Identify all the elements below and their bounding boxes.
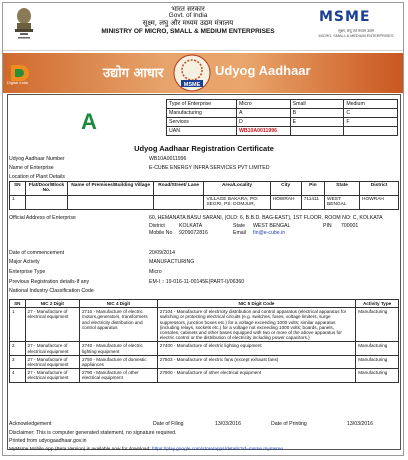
location-header-cell: Flat/Door/Block No. xyxy=(25,182,68,196)
commencement-label: Date of commencement xyxy=(9,250,65,256)
banner-hindi-title: उद्योग आधार xyxy=(103,66,164,81)
type-table-row xyxy=(167,118,398,127)
nic-cell: 27 - Manufacture of electrical equipment xyxy=(25,342,79,355)
nic-cell: 1 xyxy=(10,308,26,342)
nic-cell: Manufacturing xyxy=(356,308,399,342)
email-label: Email xyxy=(233,230,246,236)
uan-value: WB10A0011996 xyxy=(149,156,187,162)
location-cell xyxy=(153,195,204,209)
disclaimer: Disclaimer: This is computer generated statement, no signature required. xyxy=(9,430,177,436)
type-table-row xyxy=(167,109,398,118)
type-table-cell: Small xyxy=(290,100,344,109)
location-cell: 711411 xyxy=(301,195,324,209)
type-table-cell: Services xyxy=(167,118,237,127)
printing-date-value: 13/03/2016 xyxy=(347,421,373,427)
certificate-title: Udyog Aadhaar Registration Certificate xyxy=(134,144,274,153)
msme-logo: MSME xyxy=(319,9,371,25)
table-row xyxy=(10,195,399,209)
table-row xyxy=(10,342,399,355)
location-cell xyxy=(25,195,68,209)
location-header-cell: City xyxy=(270,182,301,196)
table-row xyxy=(10,308,399,342)
district-value: KOLKATA xyxy=(179,223,203,229)
type-table-cell: Micro xyxy=(237,100,291,109)
previous-registration-label: Previous Registration details-If any xyxy=(9,279,90,285)
printed-from: Printed from udyogaadhaar.gov.in xyxy=(9,438,87,444)
type-table-row xyxy=(167,100,398,109)
nic-cell: 27104 - Manufacture of electricity distribution and control apparatus (electrical apparatus for switching or protecting electrical circuits (e.g. switches, fuses, voltage limiters, surge suppressors, junction boxes etc.) for a voltage exceeding 1000 volts; similar apparatus (including relays, sockets etc.) for a voltage not exceeding 1000 volts; boards, panels, consoles, cabinets and other bases equipped with two or more of the above apparatus for electric control or the distribution of electricity including power capacitors.) xyxy=(157,308,355,342)
location-cell: HOWRAH xyxy=(270,195,301,209)
acknowledgement-label: Acknowledgement xyxy=(9,421,52,427)
uan-label: Udyog Aadhaar Number xyxy=(9,156,65,162)
nic-cell: Manufacturing xyxy=(356,342,399,355)
type-table-cell: C xyxy=(344,109,398,118)
nic-cell: 27 - Manufacture of electrical equipment xyxy=(25,369,79,382)
location-cell: VILLAGE BAKARA, PO: SEGRI, PS: DOMJUR, xyxy=(204,195,270,209)
nic-cell: 2 xyxy=(10,342,26,355)
mobile-app-note xyxy=(9,447,283,453)
enterprise-type-label: Enterprise Type xyxy=(9,269,46,275)
enterprise-type-value: Micro xyxy=(149,269,162,275)
ministry-block xyxy=(73,6,303,35)
previous-registration-value: EM-I :: 19-016-11-00145E(PART-I)/06360 xyxy=(149,279,245,285)
type-table-cell: A xyxy=(237,109,291,118)
national-emblem-icon xyxy=(11,6,37,46)
location-cell: WEST BENGAL xyxy=(325,195,360,209)
header xyxy=(3,3,404,51)
type-table-cell: B xyxy=(290,109,344,118)
msme-seal-text: MSME xyxy=(183,82,201,88)
nic-cell: 2710 - Manufacture of electric motors,generators, transformers and electricity distribution and control apparatus xyxy=(80,308,158,342)
banner-english-title: Udyog Aadhaar xyxy=(215,63,311,78)
type-table-cell xyxy=(290,127,344,136)
type-table-cell: UAN xyxy=(167,127,237,136)
location-header-cell: State xyxy=(325,182,360,196)
nic-cell: 2790 - Manufacture of other electrical equipment xyxy=(80,369,158,382)
type-table-cell xyxy=(344,127,398,136)
pin-label: PIN xyxy=(323,223,332,229)
plant-location-label: Location of Plant Details xyxy=(9,174,65,180)
major-activity-value: MANUFACTURING xyxy=(149,259,195,265)
nic-header-cell: NIC 2 Digit xyxy=(25,300,79,308)
type-table-cell: D xyxy=(237,118,291,127)
type-table-cell: Medium xyxy=(344,100,398,109)
nic-cell: 27400 - Manufacture of electric lighting equipment xyxy=(157,342,355,355)
mobile-label: Mobile No xyxy=(149,230,173,236)
type-table-cell: Manufacturing xyxy=(167,109,237,118)
plant-location-table xyxy=(9,181,399,210)
table-row xyxy=(10,355,399,368)
nic-code-table xyxy=(9,299,399,383)
nic-cell: 4 xyxy=(10,369,26,382)
nic-header-cell: SN xyxy=(10,300,26,308)
nic-cell: 27 - Manufacture of electrical equipment xyxy=(25,355,79,368)
type-table-row xyxy=(167,127,398,136)
location-cell: 1 xyxy=(10,195,26,209)
nic-cell: 2750 - Manufacture of domestic appliances xyxy=(80,355,158,368)
filing-date-label: Date of Filing xyxy=(153,421,184,427)
district-label: District xyxy=(149,223,165,229)
location-header-cell: Name of Premises/Building Village xyxy=(68,182,154,196)
enterprise-name-label: Name of Enterprise xyxy=(9,165,54,171)
location-header-cell: SN xyxy=(10,182,26,196)
govt-english: Govt. of India xyxy=(168,12,208,20)
mobile-app-text: MyMsme Mobile App (Beta Version) is available now for download: xyxy=(9,447,151,452)
state-value: WEST BENGAL xyxy=(253,223,291,229)
certificate-page xyxy=(2,2,404,456)
enterprise-category-letter: A xyxy=(81,109,97,134)
digital-india-text: Digital India xyxy=(7,80,28,85)
email-value[interactable]: fin@e-cube.in xyxy=(253,230,286,236)
ministry-hindi: सूक्ष्म, लघु और मध्यम उद्यम मंत्रालय xyxy=(142,19,234,28)
type-table-cell: F xyxy=(344,118,398,127)
type-table-cell: WB10A0011996 xyxy=(237,127,291,136)
nic-cell: 3 xyxy=(10,355,26,368)
enterprise-name-value: E-CUBE ENERGY INFRA SERVICES PVT LIMITED xyxy=(149,165,270,171)
official-address-line: 60, HEMANATA BASU SARANI, (OLD: 6, B.B.D. BAG-EAST), 1ST FLOOR, ROOM NO: C, KOLKATA xyxy=(149,215,383,221)
printing-date-label: Date of Printing xyxy=(271,421,307,427)
nic-cell: 27503 - Manufacture of electric fans (except exhaust fans) xyxy=(157,355,355,368)
msme-seal-icon xyxy=(173,54,211,92)
nic-code-label: National Industry Classification Code xyxy=(9,288,94,294)
location-header-cell: Pin xyxy=(301,182,324,196)
commencement-value: 20/09/2014 xyxy=(149,250,175,256)
enterprise-type-table xyxy=(166,99,398,136)
location-header-cell: Area/Locality xyxy=(204,182,270,196)
type-table-cell: Type of Enterprise xyxy=(167,100,237,109)
mobile-value: 9209072816 xyxy=(179,230,208,236)
nic-cell: Manufacturing xyxy=(356,369,399,382)
state-label: State xyxy=(233,223,246,229)
nic-header-cell: NIC 5 Digit Code xyxy=(157,300,355,308)
location-header-cell: District xyxy=(360,182,399,196)
filing-date-value: 13/03/2016 xyxy=(215,421,241,427)
mobile-app-link[interactable]: https://play.google.com/store/apps/details?id=msme.mymsme xyxy=(151,447,283,452)
nic-header-cell: NIC 4 Digit xyxy=(80,300,158,308)
nic-cell: 2740 - Manufacture of electric lighting equipment xyxy=(80,342,158,355)
nic-cell: Manufacturing xyxy=(356,355,399,368)
location-cell: HOWRAH xyxy=(360,195,399,209)
msme-tagline: सूक्ष्म, लघु एवं मध्यम उद्यम MICRO, SMALL & MEDIUM ENTERPRISES xyxy=(318,29,394,38)
location-header-cell: Road/Street/ Lane xyxy=(153,182,204,196)
digital-india-logo xyxy=(7,61,47,85)
nic-header-cell: Activity Type xyxy=(356,300,399,308)
pin-value: 700001 xyxy=(341,223,359,229)
table-row xyxy=(10,369,399,382)
govt-hindi: भारत सरकार xyxy=(171,5,205,13)
nic-cell: 27900 - Manufacture of other electrical equipment xyxy=(157,369,355,382)
type-table-cell: E xyxy=(290,118,344,127)
location-cell xyxy=(68,195,154,209)
ministry-title: MINISTRY OF MICRO, SMALL & MEDIUM ENTERPRISES xyxy=(101,27,275,35)
major-activity-label: Major Activity xyxy=(9,259,40,265)
official-address-label: Official Address of Enterprise xyxy=(9,215,76,221)
nic-cell: 27 - Manufacture of electrical equipment xyxy=(25,308,79,342)
